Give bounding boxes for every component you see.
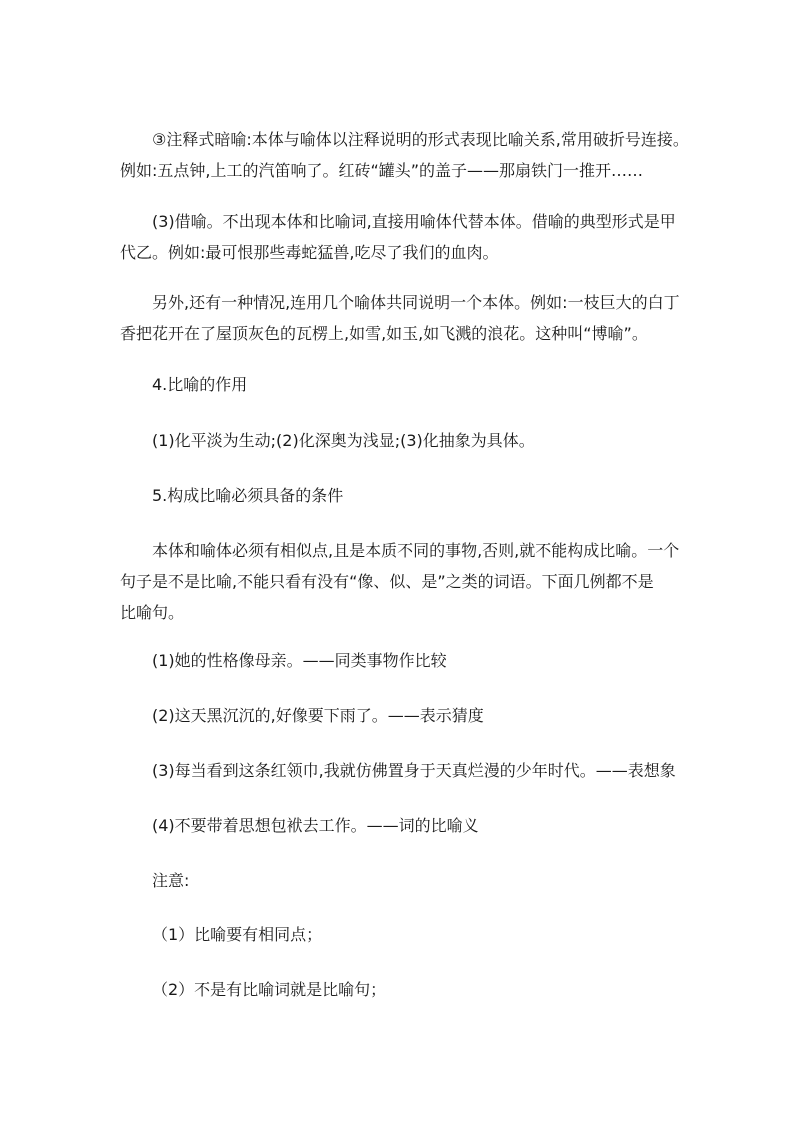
- paragraph-line: ③注释式暗喻:本体与喻体以注释说明的形式表现比喻关系,常用破折号连接。: [152, 130, 689, 149]
- note-heading: [120, 865, 680, 896]
- paragraph-line: (3)借喻。不出现本体和比喻词,直接用喻体代替本体。借喻的典型形式是甲: [152, 212, 676, 231]
- paragraph-line: 注意:: [152, 871, 190, 890]
- paragraph-line: 本体和喻体必须有相似点,且是本质不同的事物,否则,就不能构成比喻。一个: [152, 541, 680, 560]
- paragraph-borrowed-metaphor: [120, 206, 680, 268]
- example-item: [120, 755, 680, 786]
- paragraph-line: (1)化平淡为生动;(2)化深奥为浅显;(3)化抽象为具体。: [152, 431, 535, 450]
- paragraph-line: 代乙。例如:最可恨那些毒蛇猛兽,吃尽了我们的血肉。: [120, 243, 499, 262]
- example-item: [120, 810, 680, 841]
- heading-metaphor-function: [120, 369, 680, 400]
- heading-metaphor-conditions: [120, 480, 680, 511]
- paragraph-line: (2)这天黑沉沉的,好像要下雨了。——表示猜度: [152, 706, 484, 725]
- paragraph-line: 5.构成比喻必须具备的条件: [152, 486, 344, 505]
- paragraph-line: 4.比喻的作用: [152, 375, 248, 394]
- paragraph-line: 例如:五点钟,上工的汽笛响了。红砖“罐头”的盖子——那扇铁门一推开……: [120, 161, 644, 180]
- note-item: [120, 974, 680, 1005]
- paragraph-line: 另外,还有一种情况,连用几个喻体共同说明一个本体。例如:一枝巨大的白丁: [152, 293, 680, 312]
- note-item: [120, 919, 680, 950]
- paragraph-line: 香把花开在了屋顶灰色的瓦楞上,如雪,如玉,如飞溅的浪花。这种叫“博喻”。: [120, 324, 648, 343]
- paragraph-annotation-metaphor: [120, 124, 689, 186]
- example-item: [120, 700, 680, 731]
- paragraph-line: (3)每当看到这条红领巾,我就仿佛置身于天真烂漫的少年时代。——表想象: [152, 761, 676, 780]
- paragraph-line: 句子是不是比喻,不能只看有没有“像、似、是”之类的词语。下面几例都不是: [120, 572, 654, 591]
- paragraph-line: 比喻句。: [120, 603, 185, 622]
- paragraph-multiple-metaphor: [120, 287, 680, 349]
- paragraph-line: (4)不要带着思想包袱去工作。——词的比喻义: [152, 816, 479, 835]
- paragraph-line: （1）比喻要有相同点；: [152, 925, 323, 944]
- example-item: [120, 645, 680, 676]
- paragraph-line: （2）不是有比喻词就是比喻句；: [152, 980, 387, 999]
- paragraph-metaphor-function: [120, 425, 680, 456]
- paragraph-line: (1)她的性格像母亲。——同类事物作比较: [152, 651, 447, 670]
- paragraph-metaphor-conditions: [120, 535, 680, 628]
